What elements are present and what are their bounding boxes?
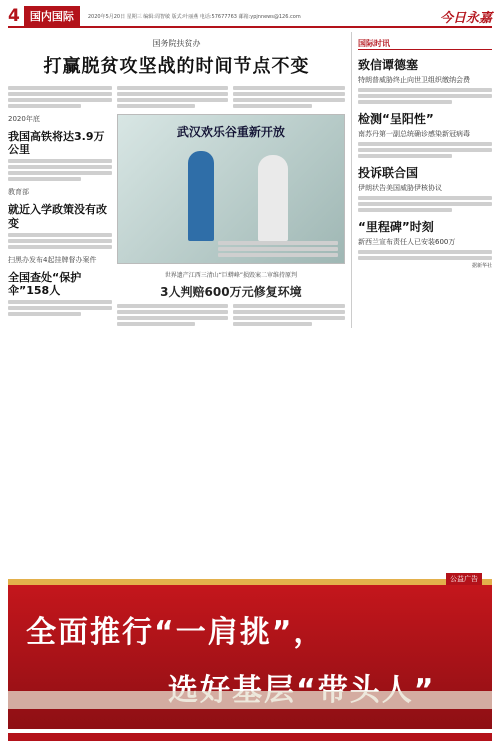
lead-kicker: 国务院扶贫办 — [152, 39, 201, 48]
section-label: 国内国际 — [24, 6, 80, 26]
story-kicker: 2020年底 — [8, 115, 40, 123]
right-story-sub: 伊朗状告美国威胁伊核协议 — [358, 184, 442, 192]
story-kicker: 扫黑办发布4起挂牌督办案件 — [8, 255, 97, 264]
banner-line-1: 全面推行“一肩挑”， — [26, 615, 326, 650]
story-title: 我国高铁将达3.9万公里 — [8, 130, 105, 157]
lead-body — [8, 84, 345, 328]
right-story-title: 投诉联合国 — [358, 166, 419, 180]
main-content — [8, 32, 492, 328]
banner-label: 公益广告 — [446, 573, 482, 585]
right-story-title: 检测“呈阳性” — [358, 112, 434, 126]
photo-person-icon — [258, 155, 288, 241]
body-column — [8, 84, 112, 328]
mid-story-kicker: 世界遗产江西三清山“巨蟒峰”损毁案二审维持原判 — [164, 272, 297, 279]
right-story-sub: 新西兰宣布责任人已安装600万 — [358, 238, 456, 246]
right-story-sub: 南苏丹第一副总统确诊感染新冠病毒 — [358, 130, 470, 138]
right-story-title: “里程碑”时刻 — [358, 220, 434, 234]
lead-headline: 打赢脱贫攻坚战的时间节点不变 — [43, 56, 310, 77]
public-service-banner — [8, 575, 492, 729]
story-kicker: 教育部 — [8, 188, 29, 197]
photo-title: 武汉欢乐谷重新开放 — [176, 125, 285, 139]
banner-stripe — [8, 691, 492, 709]
story-title: 全国查处“保护伞”158人 — [8, 270, 82, 297]
right-section-label: 国际时讯 — [358, 38, 492, 50]
right-story-sub: 特朗普威胁终止向世卫组织缴纳会费 — [358, 76, 470, 84]
newspaper-logo: 今日永嘉 — [439, 10, 492, 26]
bottom-bar — [8, 733, 492, 741]
news-photo — [117, 114, 345, 264]
photo-person-icon — [188, 151, 214, 241]
masthead — [8, 6, 492, 28]
mid-story-title: 3人判赔600万元修复环境 — [160, 285, 302, 299]
photo-caption — [218, 239, 338, 259]
right-byline: 据新华社 — [471, 263, 492, 269]
center-column — [117, 84, 345, 328]
page-number: 4 — [8, 6, 20, 26]
left-area — [8, 32, 352, 328]
right-story-title: 致信谭德塞 — [358, 58, 419, 72]
right-column — [352, 32, 492, 328]
page-meta: 2020年5月20日 星期三 编辑:周智敏 版式:叶丽燕 电话:57677763 邮箱:ypjnnews@126.com — [87, 13, 301, 20]
story-title: 就近入学政策没有改变 — [8, 203, 107, 230]
